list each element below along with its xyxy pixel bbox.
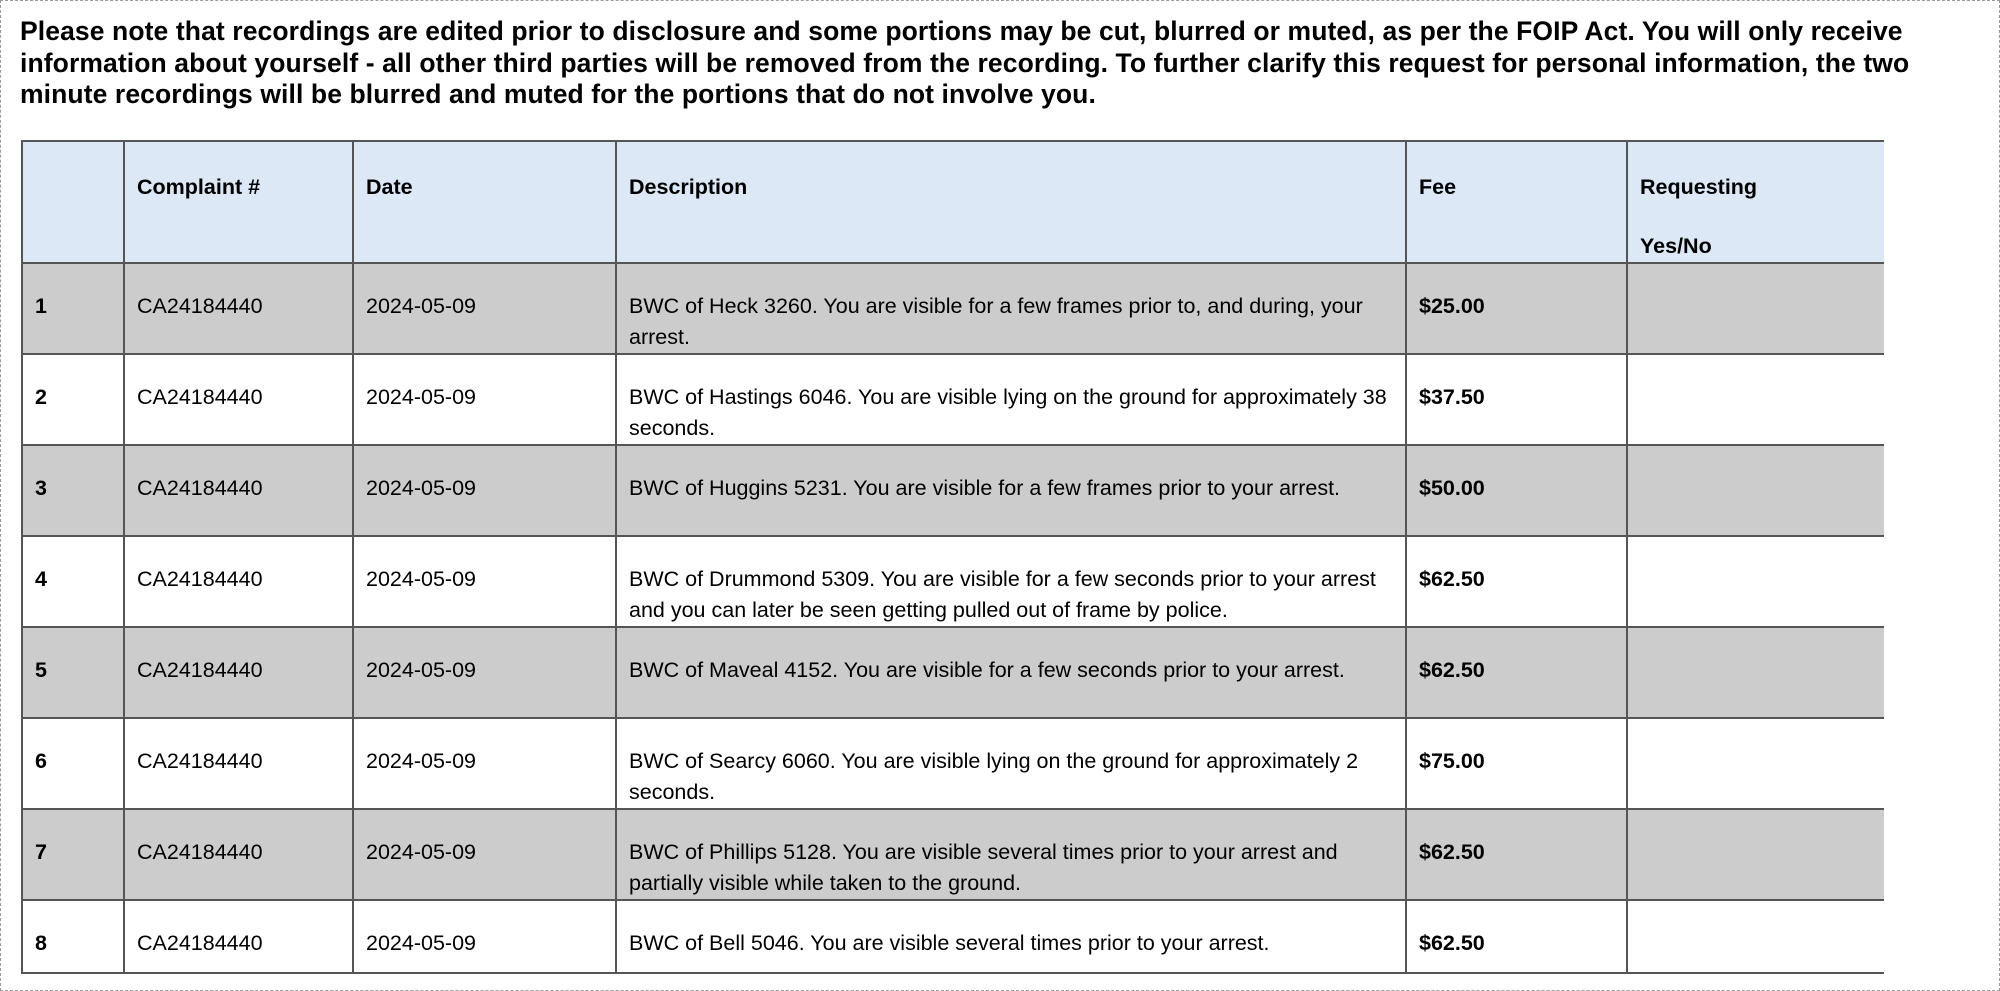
recordings-table [21,140,1884,974]
table-row [22,809,1884,900]
description-cell: BWC of Heck 3260. You are visible for a few frames prior to, and during, your arrest. [616,263,1406,354]
complaint-cell: CA24184440 [124,809,353,900]
table-row [22,536,1884,627]
header-requesting-sub: Yes/No [1640,234,1712,258]
complaint-cell: CA24184440 [124,354,353,445]
fee-cell: $62.50 [1406,536,1627,627]
table-row [22,627,1884,718]
date-cell: 2024-05-09 [353,627,616,718]
fee-cell: $62.50 [1406,900,1627,974]
requesting-cell[interactable] [1627,445,1884,536]
requesting-cell[interactable] [1627,354,1884,445]
description-cell: BWC of Bell 5046. You are visible several times prior to your arrest. [616,900,1406,974]
table-row [22,718,1884,809]
complaint-cell: CA24184440 [124,718,353,809]
complaint-cell: CA24184440 [124,900,353,974]
fee-cell: $25.00 [1406,263,1627,354]
complaint-cell: CA24184440 [124,536,353,627]
row-number: 8 [22,900,124,974]
date-cell: 2024-05-09 [353,718,616,809]
header-requesting [1627,141,1884,263]
table-row [22,445,1884,536]
fee-cell: $75.00 [1406,718,1627,809]
complaint-cell: CA24184440 [124,445,353,536]
row-number: 7 [22,809,124,900]
header-fee: Fee [1406,141,1627,263]
complaint-cell: CA24184440 [124,263,353,354]
fee-cell: $62.50 [1406,809,1627,900]
date-cell: 2024-05-09 [353,263,616,354]
date-cell: 2024-05-09 [353,809,616,900]
description-cell: BWC of Hastings 6046. You are visible lying on the ground for approximately 38 seconds. [616,354,1406,445]
date-cell: 2024-05-09 [353,900,616,974]
fee-cell: $62.50 [1406,627,1627,718]
row-number: 2 [22,354,124,445]
fee-cell: $50.00 [1406,445,1627,536]
header-complaint: Complaint # [124,141,353,263]
description-cell: BWC of Maveal 4152. You are visible for a few seconds prior to your arrest. [616,627,1406,718]
requesting-cell[interactable] [1627,536,1884,627]
table-row [22,263,1884,354]
description-cell: BWC of Searcy 6060. You are visible lying on the ground for approximately 2 seconds. [616,718,1406,809]
fee-cell: $37.50 [1406,354,1627,445]
row-number: 1 [22,263,124,354]
description-cell: BWC of Phillips 5128. You are visible several times prior to your arrest and partially visible while taken to the ground. [616,809,1406,900]
row-number: 3 [22,445,124,536]
requesting-cell[interactable] [1627,900,1884,974]
disclosure-notice: Please note that recordings are edited prior to disclosure and some portions may be cut, blurred or muted, as per the FOIP Act. You will only receive information about yourself - all other third parties will be removed from the recording. To further clarify this request for personal information, the two minute recordings will be blurred and muted for the portions that do not involve you. [20,16,1910,109]
row-number: 5 [22,627,124,718]
header-description: Description [616,141,1406,263]
date-cell: 2024-05-09 [353,445,616,536]
complaint-cell: CA24184440 [124,627,353,718]
description-cell: BWC of Huggins 5231. You are visible for a few frames prior to your arrest. [616,445,1406,536]
requesting-cell[interactable] [1627,627,1884,718]
row-number: 6 [22,718,124,809]
table-row [22,900,1884,974]
recordings-table-container [21,140,1884,974]
description-cell: BWC of Drummond 5309. You are visible for a few seconds prior to your arrest and you can later be seen getting pulled out of frame by police. [616,536,1406,627]
header-row-number [22,141,124,263]
table-header-row [22,141,1884,263]
date-cell: 2024-05-09 [353,354,616,445]
row-number: 4 [22,536,124,627]
date-cell: 2024-05-09 [353,536,616,627]
requesting-cell[interactable] [1627,263,1884,354]
table-row [22,354,1884,445]
requesting-cell[interactable] [1627,718,1884,809]
header-date: Date [353,141,616,263]
requesting-cell[interactable] [1627,809,1884,900]
header-requesting-label: Requesting [1640,175,1758,199]
